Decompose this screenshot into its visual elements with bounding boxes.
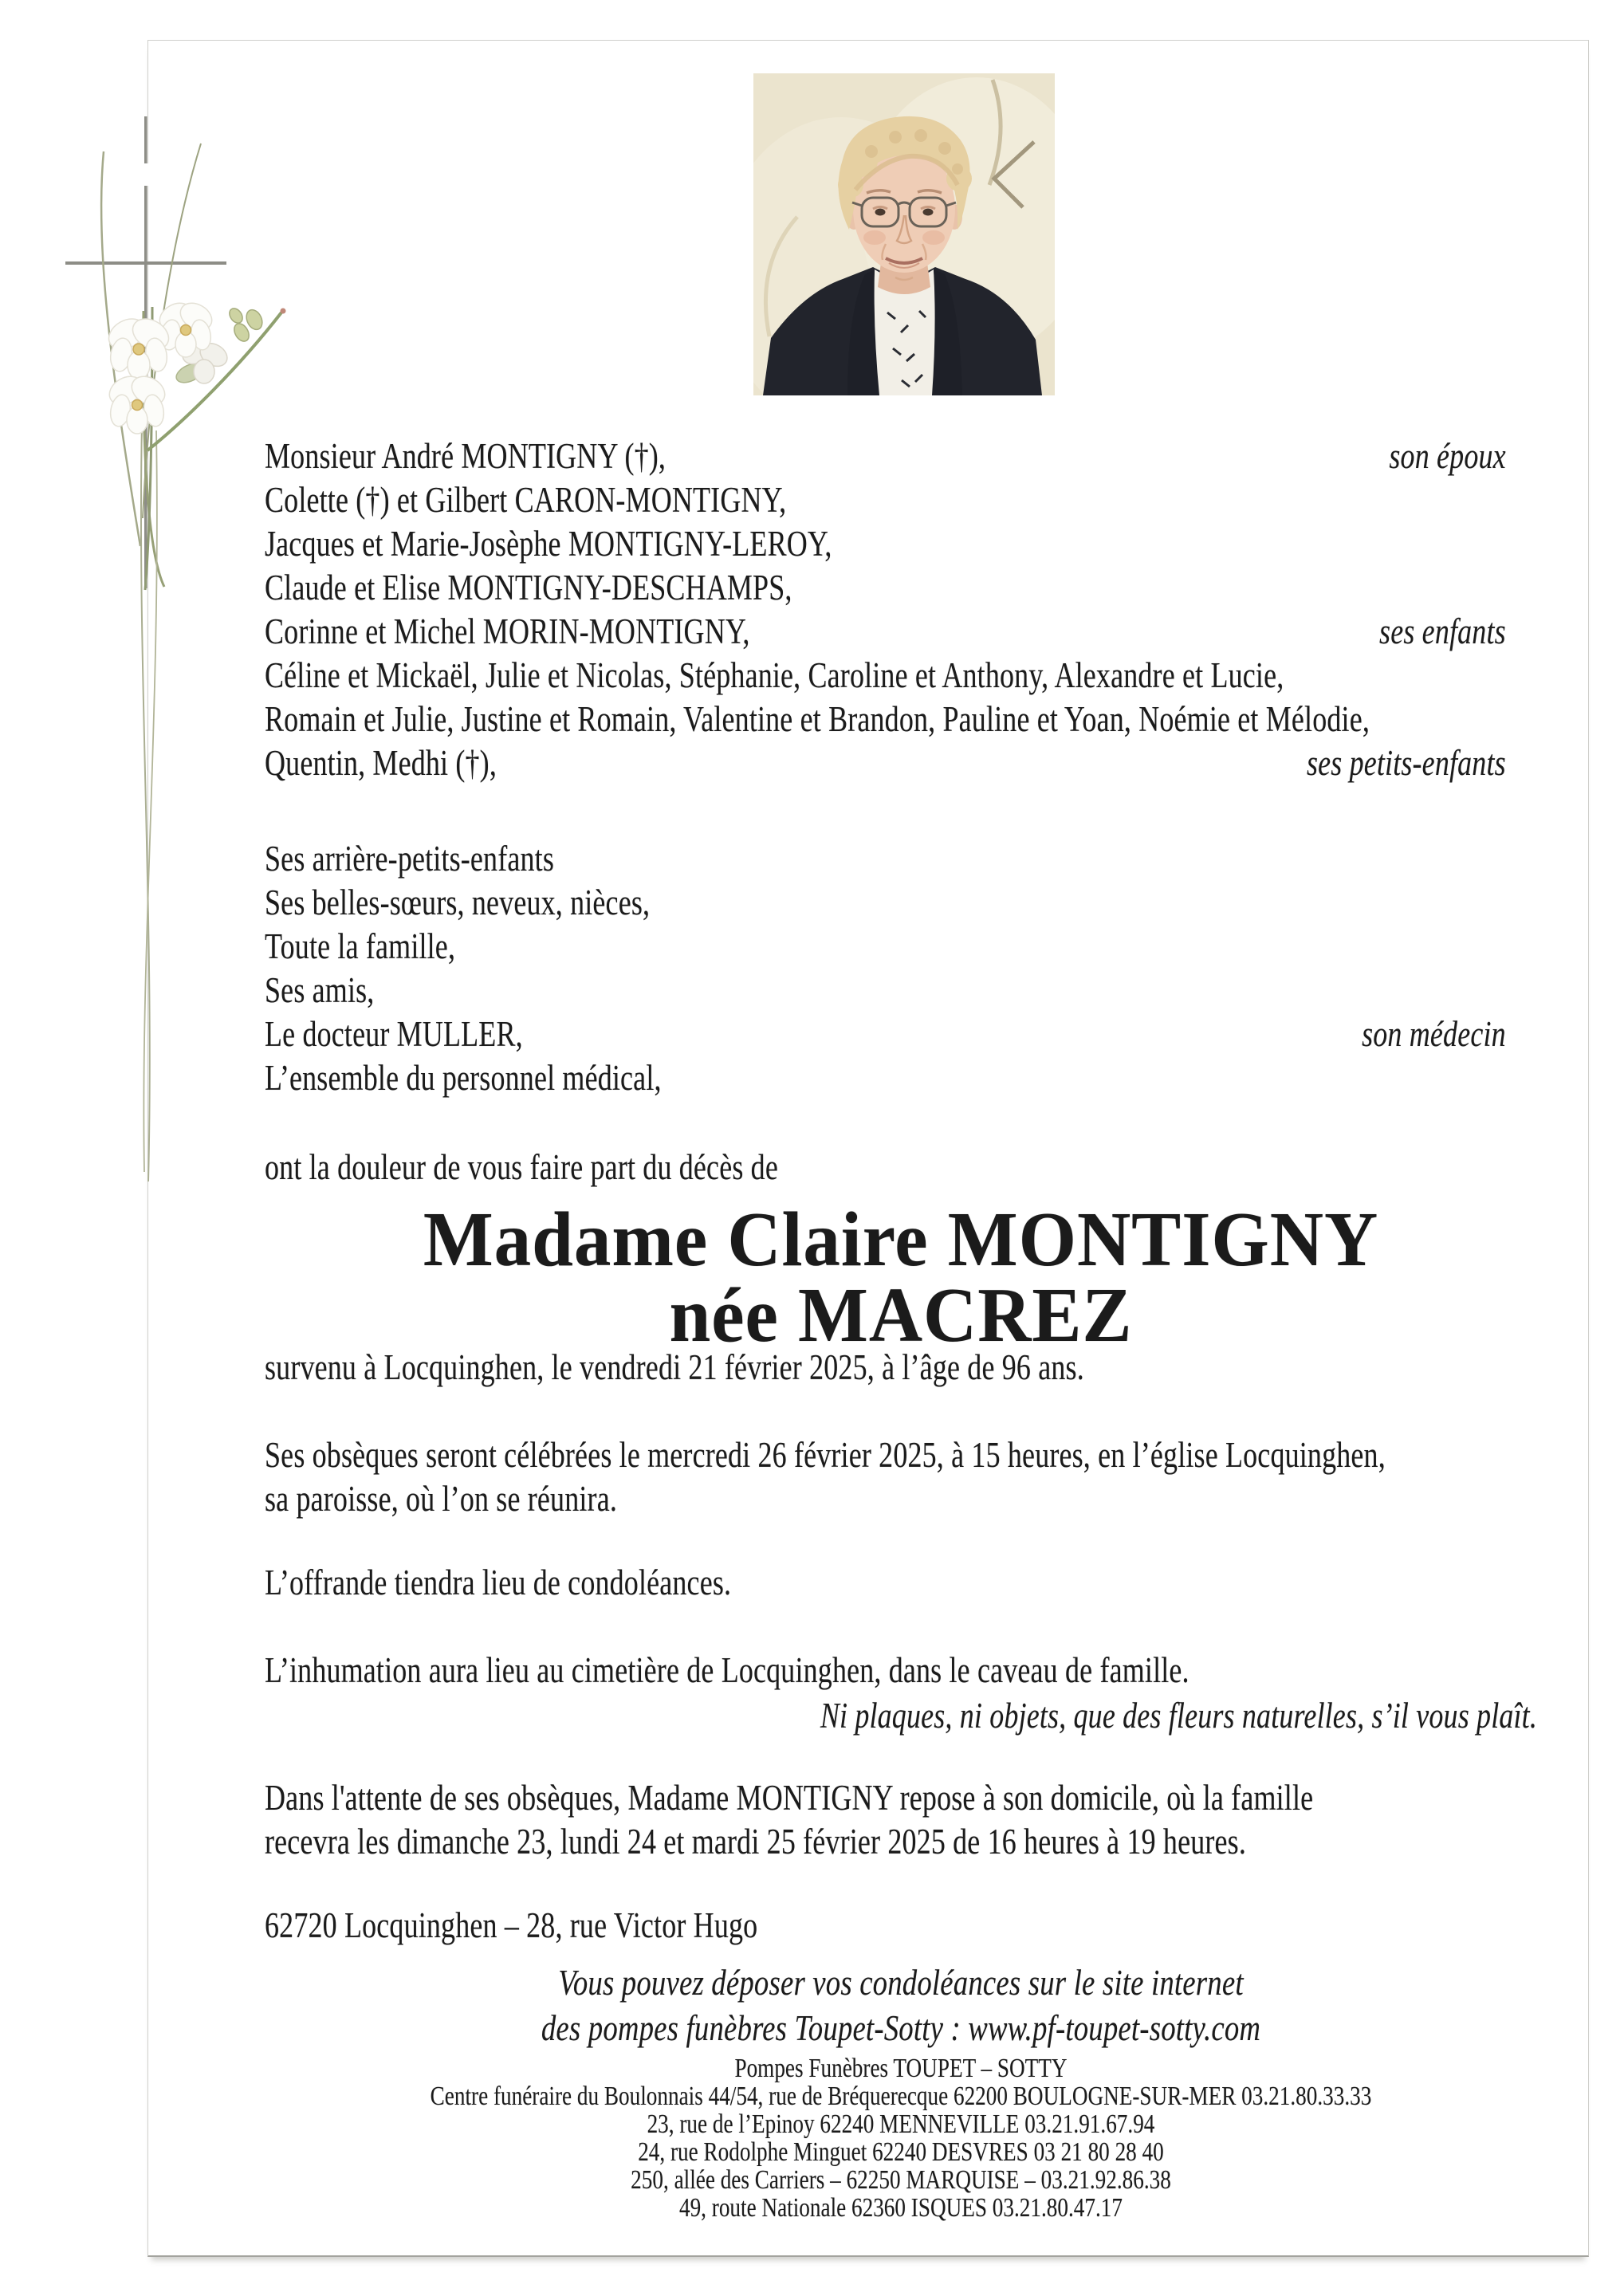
relations-line-text: Ses arrière-petits-enfants [265, 839, 554, 879]
relations-line-text: Le docteur MULLER, [265, 1014, 523, 1054]
family-line-text: Corinne et Michel MORIN-MONTIGNY, [265, 611, 750, 651]
funeral-home-location: 250, allée des Carriers – 62250 MARQUISE – 03.21.92.86.38 [631, 2165, 1171, 2195]
relations-line-text: Toute la famille, [265, 926, 456, 966]
family-line-text: Claude et Elise MONTIGNY-DESCHAMPS, [265, 568, 792, 607]
relation-label-petits-enfants: ses petits-enfants [1306, 743, 1506, 783]
cross-horizontal-bar [65, 261, 226, 265]
relations-line-text: Ses amis, [265, 970, 375, 1010]
home-address: 62720 Locquinghen – 28, rue Victor Hugo [265, 1905, 758, 1945]
family-line [265, 654, 1506, 698]
funeral-home-location: 24, rue Rodolphe Minguet 62240 DESVRES 03 21 80 28 40 [638, 2137, 1164, 2167]
relation-label-epoux: son époux [1389, 436, 1506, 476]
family-line-text: Colette (†) et Gilbert CARON-MONTIGNY, [265, 480, 787, 520]
relations-line [265, 837, 1506, 881]
family-line-text: Jacques et Marie-Josèphe MONTIGNY-LEROY, [265, 524, 832, 564]
funeral-home-location: Centre funéraire du Boulonnais 44/54, rue de Bréquerecque 62200 BOULOGNE-SUR-MER 03.21.80.33.33 [430, 2082, 1372, 2111]
condolences-site-line-2: des pompes funèbres Toupet-Sotty : www.pf-toupet-sotty.com [541, 2007, 1261, 2048]
funeral-home-location: 49, route Nationale 62360 ISQUES 03.21.80.47.17 [678, 2193, 1123, 2223]
death-details: survenu à Locquinghen, le vendredi 21 février 2025, à l’âge de 96 ans. [265, 1347, 1084, 1387]
relation-label-enfants: ses enfants [1379, 611, 1506, 651]
flowers-note: Ni plaques, ni objets, que des fleurs naturelles, s’il vous plaît. [820, 1696, 1537, 1736]
eye-right [923, 209, 934, 216]
repose-details-2: recevra les dimanche 23, lundi 24 et mardi 25 février 2025 de 16 heures à 19 heures. [265, 1822, 1247, 1862]
family-line [265, 610, 1506, 654]
stem-tip [281, 309, 286, 314]
ceremony-details-2: sa paroisse, où l’on se réunira. [265, 1479, 617, 1519]
deceased-maiden-name: née MACREZ [669, 1272, 1133, 1358]
relation-label-medecin: son médecin [1362, 1014, 1506, 1054]
family-line [265, 741, 1506, 785]
cross-gap [142, 163, 149, 186]
stems [101, 144, 281, 1181]
condolences-site-line-1: Vous pouvez déposer vos condoléances sur le site internet [558, 1962, 1244, 2003]
relations-line-text: Ses belles-sœurs, neveux, nièces, [265, 883, 651, 922]
relations-line [265, 925, 1506, 969]
deceased-name: Madame Claire MONTIGNY [423, 1197, 1379, 1283]
repose-details-1: Dans l'attente de ses obsèques, Madame MONTIGNY repose à son domicile, où la famille [265, 1778, 1314, 1818]
family-line [265, 566, 1506, 610]
relations-line [265, 969, 1506, 1012]
announcement-line: ont la douleur de vous faire part du décès de [265, 1147, 778, 1187]
funeral-home-location: 23, rue de l’Epinoy 62240 MENNEVILLE 03.21.91.67.94 [647, 2109, 1155, 2139]
eye-left [875, 209, 886, 216]
portrait-photo [753, 73, 1055, 395]
family-line-text: Quentin, Medhi (†), [265, 743, 497, 783]
relations-line-text: L’ensemble du personnel médical, [265, 1058, 662, 1098]
offering-note: L’offrande tiendra lieu de condoléances. [265, 1563, 732, 1602]
ceremony-details-1: Ses obsèques seront célébrées le mercredi 26 février 2025, à 15 heures, en l’église Locquinghen, [265, 1435, 1386, 1475]
relations-line [265, 881, 1506, 925]
family-line-text: Romain et Julie, Justine et Romain, Valentine et Brandon, Pauline et Yoan, Noémie et Mélodie, [265, 699, 1370, 739]
family-line-text: Monsieur André MONTIGNY (†), [265, 436, 667, 476]
burial-details: L’inhumation aura lieu au cimetière de Locquinghen, dans le caveau de famille. [265, 1650, 1189, 1690]
relations-line [265, 1012, 1506, 1056]
family-line [265, 698, 1506, 741]
family-line [265, 522, 1506, 566]
family-line-text: Céline et Mickaël, Julie et Nicolas, Stéphanie, Caroline et Anthony, Alexandre et Lucie, [265, 655, 1284, 695]
family-line [265, 478, 1506, 522]
family-line [265, 434, 1506, 478]
funeral-home-name: Pompes Funèbres TOUPET – SOTTY [734, 2054, 1068, 2083]
relations-line [265, 1056, 1506, 1100]
